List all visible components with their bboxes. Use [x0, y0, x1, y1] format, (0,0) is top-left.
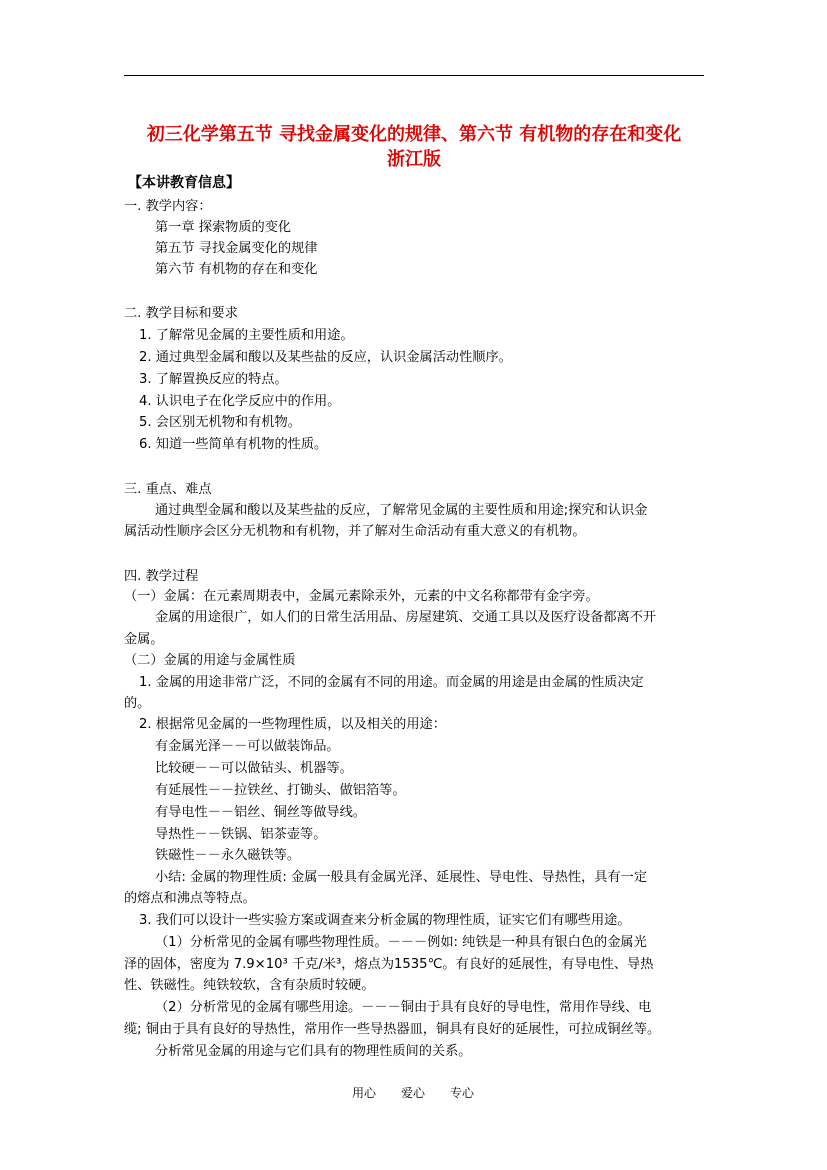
part1-heading: 一. 教学内容：	[124, 199, 212, 214]
part2-heading: 二. 教学目标和要求	[124, 306, 238, 321]
paragraph-line: 泽的固体，密度为 7.9×10³ 千克/米³，熔点为1535℃。有良好的延展性，有导电性、导热	[124, 957, 654, 972]
document-subtitle: 浙江版	[387, 149, 441, 170]
paragraph-line: 性、铁磁性。纯铁较软，含有杂质时较硬。	[124, 978, 375, 993]
property-line: 有延展性－－拉铁丝、打锄头、做铝箔等。	[155, 783, 406, 798]
paragraph-line: 通过典型金属和酸以及某些盐的反应，了解常见金属的主要性质和用途;探究和认识金	[155, 503, 648, 518]
property-line: 有金属光泽－－可以做装饰品。	[155, 739, 340, 754]
header-rule	[124, 75, 704, 76]
list-item: 1. 了解常见金属的主要性质和用途。	[139, 328, 354, 343]
part3-heading: 三. 重点、难点	[124, 482, 212, 497]
paragraph-line: 1. 金属的用途非常广泛，不同的金属有不同的用途。而金属的用途是由金属的性质决定	[139, 675, 644, 690]
summary-line: 小结: 金属的物理性质: 金属一般具有金属光泽、延展性、导电性、导热性，具有一定	[155, 870, 648, 885]
paragraph-line: 分析常见金属的用途与它们具有的物理性质间的关系。	[155, 1044, 472, 1059]
paragraph-line: 缆; 铜由于具有良好的导热性，常用作一些导热器皿，铜具有良好的延展性，可拉成铜丝等。	[124, 1022, 661, 1037]
list-item: 4. 认识电子在化学反应中的作用。	[139, 394, 341, 409]
property-line: 导热性－－铁锅、铝茶壶等。	[155, 827, 327, 842]
property-line: 有导电性－－铝丝、铜丝等做导线。	[155, 805, 366, 820]
list-item: 5. 会区别无机物和有机物。	[139, 415, 301, 430]
subsection-heading: （二）金属的用途与金属性质	[124, 653, 296, 668]
list-item: 2. 通过典型金属和酸以及某些盐的反应，认识金属活动性顺序。	[139, 350, 512, 365]
footer-text: 爱心	[401, 1086, 426, 1100]
paragraph-line: 金属。	[124, 632, 164, 647]
summary-line: 的熔点和沸点等特点。	[124, 891, 256, 906]
part4-heading: 四. 教学过程	[124, 569, 199, 584]
section-title: 【本讲教育信息】	[128, 175, 240, 191]
footer-text: 用心	[352, 1086, 377, 1100]
list-item: 3. 了解置换反应的特点。	[139, 372, 288, 387]
paragraph-line: 属活动性顺序会区分无机物和有机物，并了解对生命活动有重大意义的有机物。	[124, 524, 586, 539]
list-item: 6. 知道一些简单有机物的性质。	[139, 437, 328, 452]
part1-item: 第一章 探索物质的变化	[155, 220, 292, 235]
paragraph-line: （一）金属：在元素周期表中，金属元素除汞外，元素的中文名称都带有金字旁。	[124, 589, 599, 604]
footer-text: 专心	[450, 1086, 475, 1100]
paragraph-line: 2. 根据常见金属的一些物理性质，以及相关的用途：	[139, 717, 446, 732]
paragraph-line: 的。	[124, 696, 151, 711]
paragraph-line: 3. 我们可以设计一些实验方案或调查来分析金属的物理性质，证实它们有哪些用途。	[139, 913, 631, 928]
document-title: 初三化学第五节 寻找金属变化的规律、第六节 有机物的存在和变化	[146, 124, 682, 145]
property-line: 铁磁性－－永久磁铁等。	[155, 848, 301, 863]
part1-item: 第六节 有机物的存在和变化	[155, 262, 318, 277]
part1-item: 第五节 寻找金属变化的规律	[155, 241, 318, 256]
paragraph-line: （1）分析常见的金属有哪些物理性质。－－－例如: 纯铁是一种具有银白色的金属光	[155, 935, 647, 950]
paragraph-line: （2）分析常见的金属有哪些用途。－－－铜由于具有良好的导电性，常用作导线、电	[155, 1000, 652, 1015]
paragraph-line: 金属的用途很广，如人们的日常生活用品、房屋建筑、交通工具以及医疗设备都离不开	[155, 610, 657, 625]
property-line: 比较硬－－可以做钻头、机器等。	[155, 761, 353, 776]
